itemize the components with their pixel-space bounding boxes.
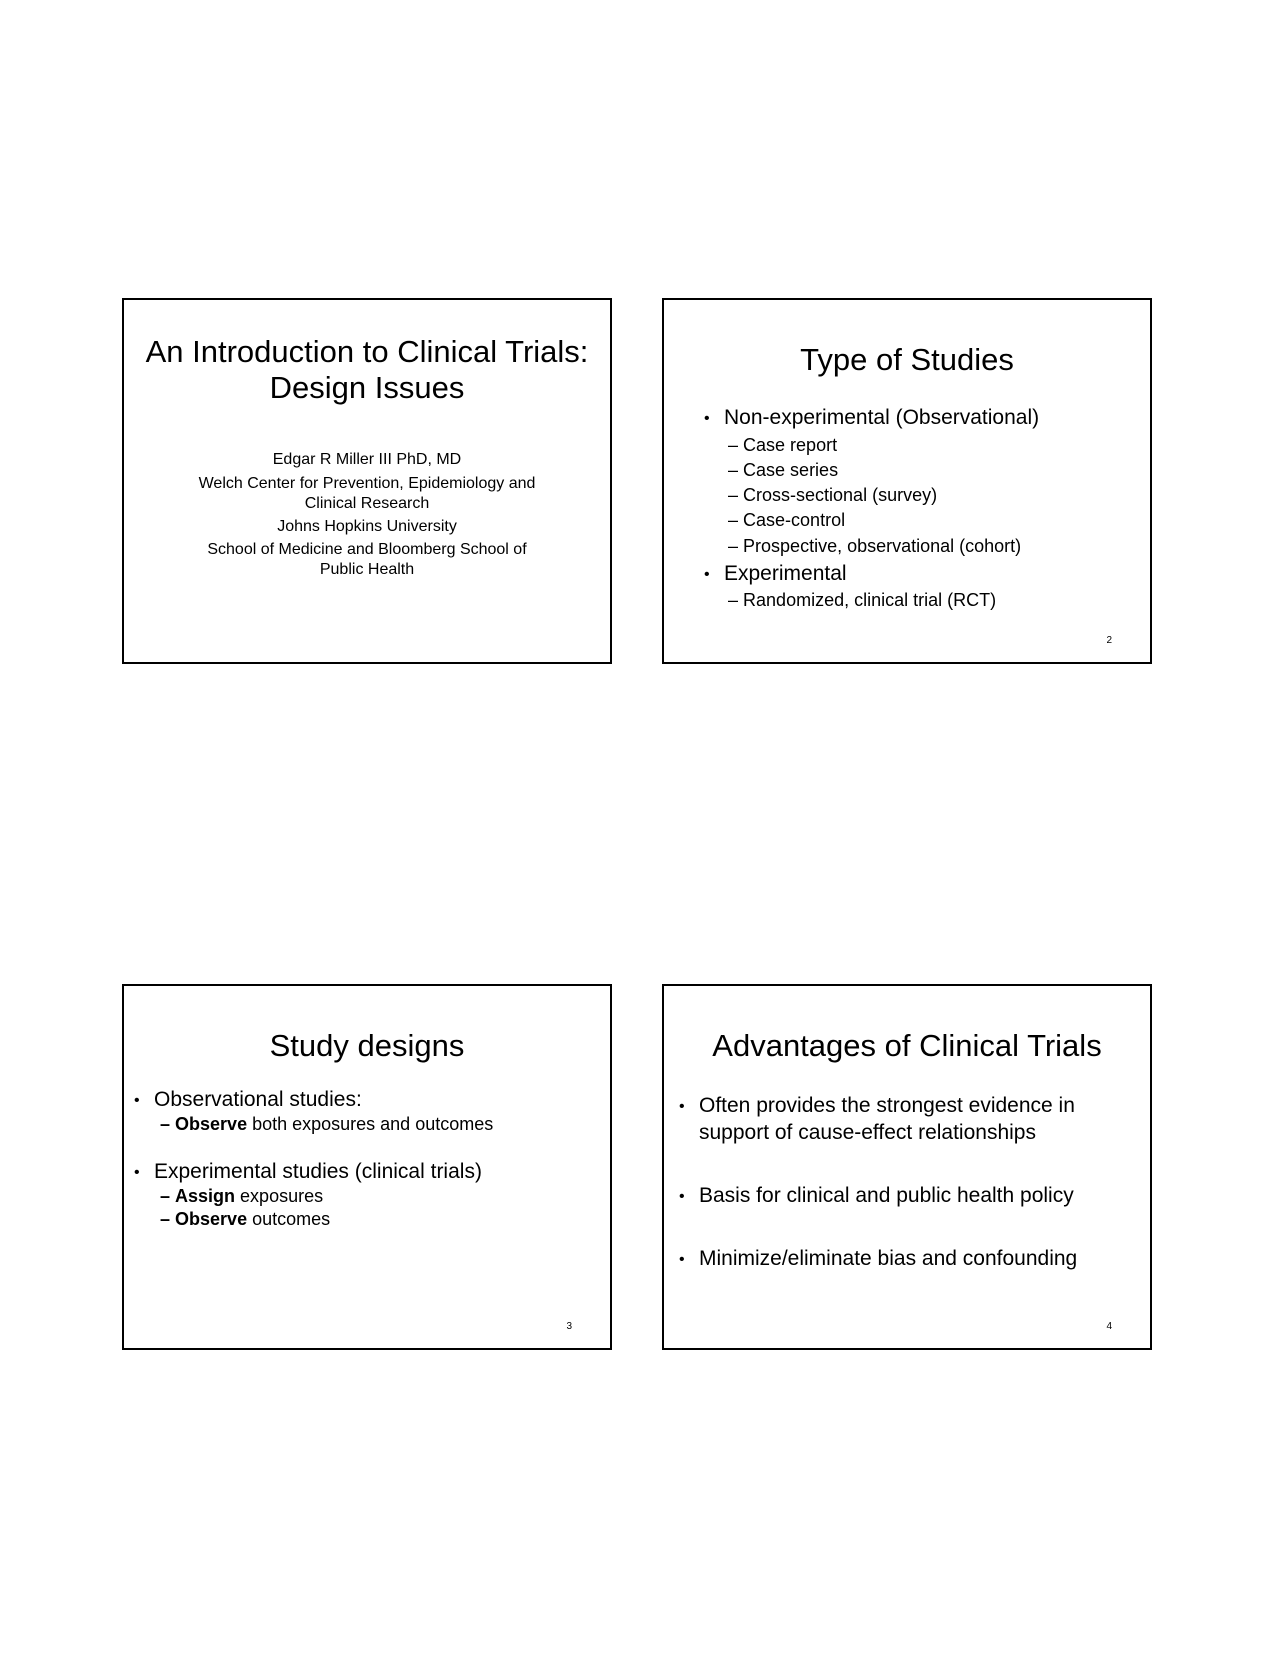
slide-4 [662, 984, 1152, 1350]
slide-1 [122, 298, 612, 664]
bullet-basis-policy: • Basis for clinical and public health policy [699, 1182, 1074, 1209]
slide-2-title: Type of Studies [800, 342, 1014, 377]
slide-3 [122, 984, 612, 1350]
sub-observe-both: – Observe both exposures and outcomes [160, 1114, 494, 1134]
affiliation-welch: Welch Center for Prevention, Epidemiology and Clinical Research [198, 475, 536, 512]
bullet-strongest-evidence: • Often provides the strongest evidence in support of cause-effect relationships [679, 1094, 1075, 1144]
slide-number: 2 [1106, 635, 1112, 646]
slide-number: 4 [1106, 1321, 1112, 1332]
slide-3-title: Study designs [269, 1028, 465, 1063]
bullet-experimental-studies: • Experimental studies (clinical trials) [154, 1158, 482, 1185]
slide-number: 3 [566, 1321, 572, 1332]
sub-prospective: – Prospective, observational (cohort) [728, 536, 1022, 556]
sub-case-control: – Case-control [728, 510, 846, 530]
sub-observe-outcomes: – Observe outcomes [160, 1209, 331, 1229]
bullet-non-experimental: • Non-experimental (Observational) [724, 404, 1039, 431]
affiliation-school: School of Medicine and Bloomberg School of Public Health [207, 541, 527, 578]
bullet-icon: • [704, 566, 710, 583]
author-name: Edgar R Miller III PhD, MD [272, 451, 462, 468]
bullet-experimental: • Experimental [724, 560, 847, 587]
bullet-icon: • [134, 1164, 140, 1181]
bullet-observational: • Observational studies: [154, 1086, 362, 1113]
slide-1-title: An Introduction to Clinical Trials: Design Issues [145, 334, 589, 405]
bullet-icon: • [679, 1098, 685, 1115]
bullet-icon: • [134, 1092, 140, 1109]
slide-4-title: Advantages of Clinical Trials [712, 1028, 1102, 1063]
sub-case-series: – Case series [728, 460, 839, 480]
bullet-icon: • [704, 410, 710, 427]
sub-case-report: – Case report [728, 435, 838, 455]
slide-2 [662, 298, 1152, 664]
bullet-minimize-bias: • Minimize/eliminate bias and confounding [699, 1245, 1077, 1272]
affiliation-jhu: Johns Hopkins University [277, 518, 457, 535]
sub-rct: – Randomized, clinical trial (RCT) [728, 590, 997, 610]
sub-cross-sectional: – Cross-sectional (survey) [728, 485, 938, 505]
bullet-icon: • [679, 1251, 685, 1268]
sub-assign-exposures: – Assign exposures [160, 1186, 324, 1206]
bullet-icon: • [679, 1188, 685, 1205]
